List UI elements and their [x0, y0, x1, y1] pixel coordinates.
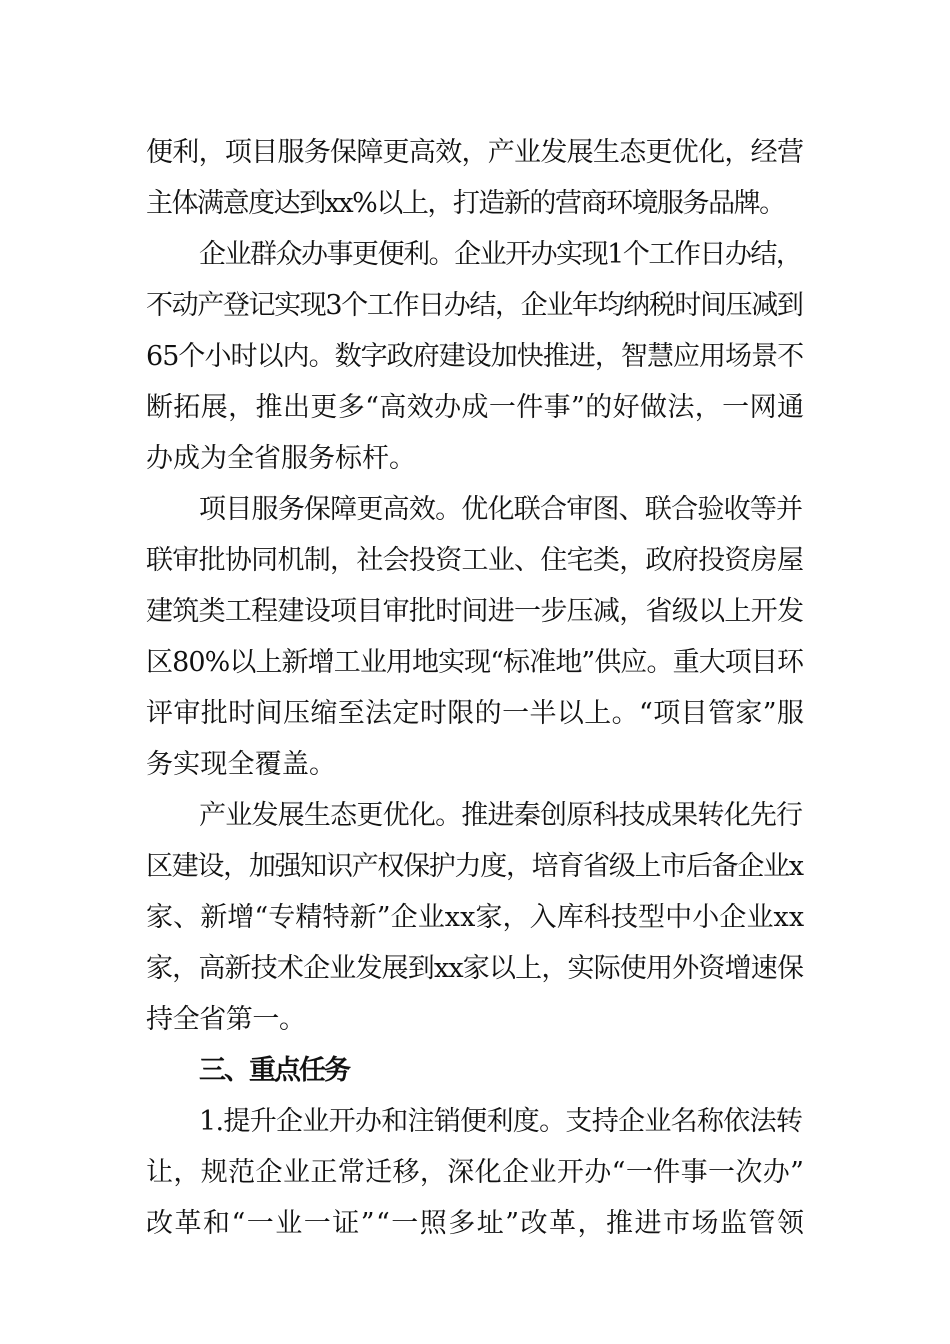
- line-text: 区80%以上新增工业用地实现“标准地”供应。重大项目环: [146, 647, 804, 678]
- text-line: [0, 177, 950, 231]
- line-text: 办成为全省服务标杆。: [146, 443, 416, 474]
- line-text: 便利，项目服务保障更高效，产业发展生态更优化，经营: [146, 137, 804, 168]
- text-line: [0, 687, 950, 741]
- text-line: [0, 432, 950, 486]
- line-text: 主体满意度达到xx%以上，打造新的营商环境服务品牌。: [146, 188, 785, 219]
- paragraph-first-line: [0, 483, 950, 537]
- paragraph-first-line: [0, 1095, 950, 1149]
- line-text: 建筑类工程建设项目审批时间进一步压减，省级以上开发: [146, 596, 804, 627]
- text-line: [0, 126, 950, 180]
- line-text: 项目服务保障更高效。优化联合审图、联合验收等并: [199, 494, 803, 525]
- text-line: [0, 942, 950, 996]
- text-line: [0, 993, 950, 1047]
- text-line: [0, 534, 950, 588]
- line-text: 断拓展，推出更多“高效办成一件事”的好做法，一网通: [146, 392, 805, 423]
- text-line: [0, 636, 950, 690]
- line-text: 评审批时间压缩至法定时限的一半以上。“项目管家”服: [146, 698, 805, 729]
- line-text: 持全省第一。: [146, 1004, 306, 1035]
- line-text: 1.提升企业开办和注销便利度。支持企业名称依法转: [199, 1106, 803, 1137]
- paragraph-first-line: [0, 789, 950, 843]
- line-text: 让，规范企业正常迁移，深化企业开办“一件事一次办”: [146, 1157, 805, 1188]
- line-text: 企业群众办事更便利。企业开办实现1个工作日办结，: [199, 239, 802, 270]
- line-text: 家、新增“专精特新”企业xx家，入库科技型中小企业xx: [146, 902, 805, 933]
- text-line: [0, 381, 950, 435]
- line-text: 65个小时以内。数字政府建设加快推进，智慧应用场景不: [146, 341, 804, 372]
- text-line: [0, 738, 950, 792]
- line-text: 家，高新技术企业发展到xx家以上，实际使用外资增速保: [146, 953, 804, 984]
- text-line: [0, 330, 950, 384]
- line-text: 区建设，加强知识产权保护力度，培育省级上市后备企业x: [146, 851, 803, 882]
- section-heading: [0, 1044, 950, 1098]
- line-text: 改革和“一业一证”“一照多址”改革，推进市场监管领: [146, 1208, 806, 1239]
- text-line: [0, 1146, 950, 1200]
- text-line: [0, 279, 950, 333]
- text-line: [0, 1197, 950, 1251]
- paragraph-first-line: [0, 228, 950, 282]
- line-text: 务实现全覆盖。: [146, 749, 337, 780]
- text-line: [0, 891, 950, 945]
- section-heading-text: 三、重点任务: [199, 1055, 349, 1086]
- text-line: [0, 840, 950, 894]
- line-text: 联审批协同机制，社会投资工业、住宅类，政府投资房屋: [146, 545, 804, 576]
- line-text: 产业发展生态更优化。推进秦创原科技成果转化先行: [199, 800, 803, 831]
- line-text: 不动产登记实现3个工作日办结，企业年均纳税时间压减到: [146, 290, 803, 321]
- text-line: [0, 585, 950, 639]
